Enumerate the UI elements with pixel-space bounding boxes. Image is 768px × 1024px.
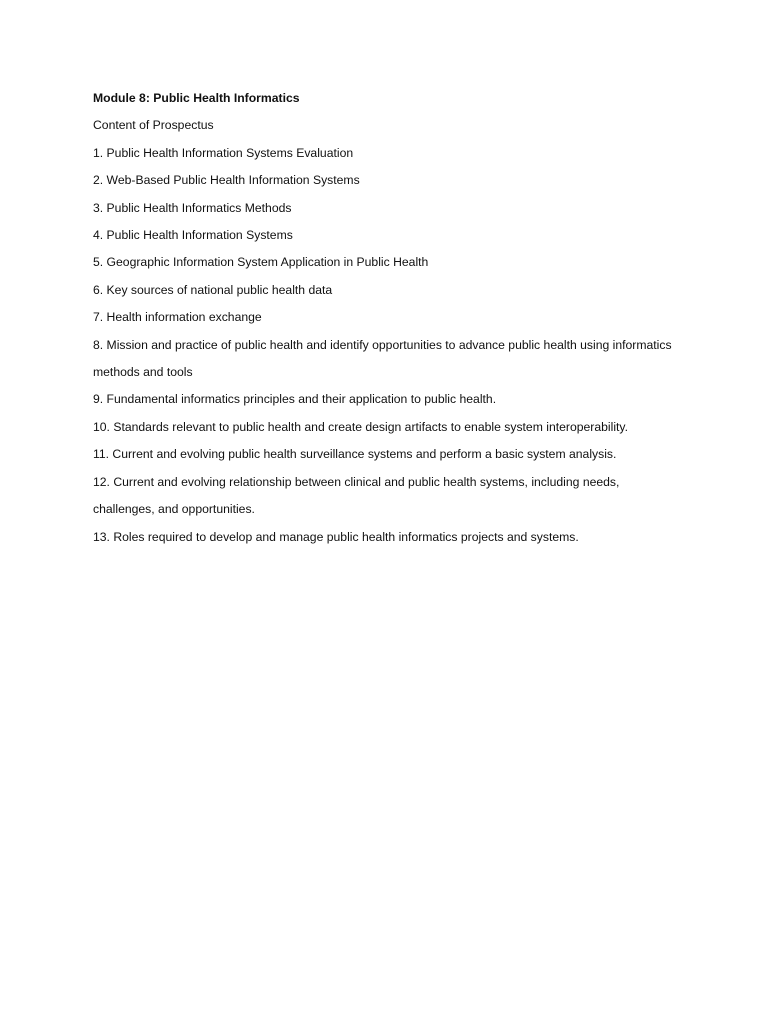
list-item: 3. Public Health Informatics Methods xyxy=(93,200,292,215)
list-item: 10. Standards relevant to public health and create design artifacts to enable system interoperability. xyxy=(93,419,628,434)
list-item: 2. Web-Based Public Health Information Systems xyxy=(93,173,360,188)
list-item: 6. Key sources of national public health data xyxy=(93,282,333,297)
list-item: 7. Health information exchange xyxy=(93,310,262,325)
list-item: 1. Public Health Information Systems Evaluation xyxy=(93,145,354,160)
list-item: 8. Mission and practice of public health and identify opportunities to advance public health using informatics methods and tools xyxy=(93,337,672,380)
list-item: 12. Current and evolving relationship between clinical and public health systems, including needs, challenges, and opportunities. xyxy=(93,474,620,517)
document-subtitle: Content of Prospectus xyxy=(93,118,214,133)
list-item: 11. Current and evolving public health surveillance systems and perform a basic system analysis. xyxy=(93,447,617,462)
document-title: Module 8: Public Health Informatics xyxy=(93,91,300,105)
list-item: 9. Fundamental informatics principles and their application to public health. xyxy=(93,392,497,407)
list-item: 5. Geographic Information System Application in Public Health xyxy=(93,255,429,270)
list-item: 13. Roles required to develop and manage public health informatics projects and systems. xyxy=(93,529,579,544)
document-body xyxy=(93,85,683,551)
list-item: 4. Public Health Information Systems xyxy=(93,228,293,243)
